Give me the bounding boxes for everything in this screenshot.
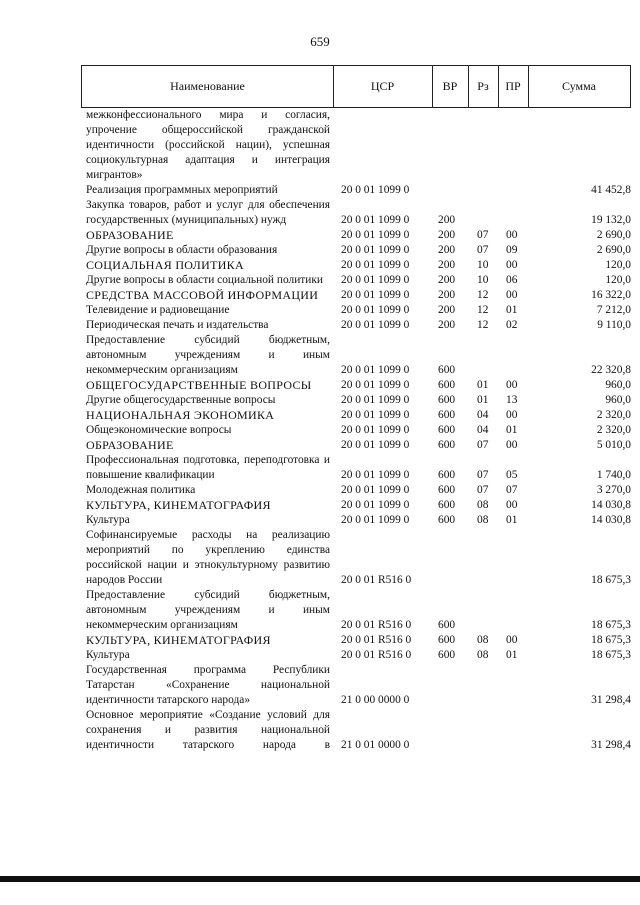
table-row <box>86 483 631 498</box>
row-name: Другие вопросы в области социальной политики <box>86 274 323 286</box>
row-vr: 200 <box>438 274 456 286</box>
row-name: Общеэкономические вопросы <box>86 424 232 436</box>
row-name: Другие вопросы в области образования <box>86 244 278 256</box>
row-sum: 18 675,3 <box>591 574 631 586</box>
row-sum: 7 212,0 <box>596 304 631 316</box>
row-vr: 200 <box>438 229 456 241</box>
row-sum: 16 322,0 <box>591 289 631 301</box>
row-pr: 00 <box>506 634 518 646</box>
row-sum: 31 298,4 <box>591 739 631 751</box>
table-row <box>86 198 631 228</box>
header-name: Наименование <box>82 66 334 107</box>
header-vr: ВР <box>432 66 469 107</box>
row-csr: 20 0 01 1099 0 <box>341 259 410 271</box>
row-name: ОБЩЕГОСУДАРСТВЕННЫЕ ВОПРОСЫ <box>86 378 312 392</box>
row-sum: 19 132,0 <box>591 214 631 226</box>
row-name: ОБРАЗОВАНИЕ <box>86 438 174 452</box>
row-vr: 200 <box>438 214 456 226</box>
table-row <box>86 528 631 588</box>
table-row <box>86 243 631 258</box>
row-csr: 20 0 01 1099 0 <box>341 379 410 391</box>
row-sum: 18 675,3 <box>591 634 631 646</box>
table-row <box>86 513 631 528</box>
row-csr: 20 0 01 1099 0 <box>341 274 410 286</box>
table-row <box>86 108 631 183</box>
row-rz: 07 <box>477 229 489 241</box>
row-name: Периодическая печать и издательства <box>86 319 269 331</box>
row-pr: 00 <box>506 499 518 511</box>
row-pr: 07 <box>506 484 518 496</box>
row-name: Предоставление субсидий бюджетным, автономным учреждениям и иным некоммерческим организациям <box>86 589 330 631</box>
table-row <box>86 663 631 708</box>
table-row <box>86 318 631 333</box>
row-name: КУЛЬТУРА, КИНЕМАТОГРАФИЯ <box>86 498 271 512</box>
row-sum: 3 270,0 <box>596 484 631 496</box>
page-number: 659 <box>310 34 330 49</box>
row-vr: 600 <box>438 484 456 496</box>
row-pr: 01 <box>506 649 518 661</box>
row-vr: 600 <box>438 424 456 436</box>
table-row <box>86 303 631 318</box>
table-row <box>86 498 631 513</box>
row-sum: 2 690,0 <box>596 229 631 241</box>
row-sum: 2 320,0 <box>596 424 631 436</box>
table-row <box>86 633 631 648</box>
row-rz: 04 <box>477 409 489 421</box>
row-rz: 12 <box>477 319 489 331</box>
row-csr: 20 0 01 1099 0 <box>341 394 410 406</box>
row-csr: 20 0 01 1099 0 <box>341 424 410 436</box>
row-sum: 14 030,8 <box>591 514 631 526</box>
row-name: Молодежная политика <box>86 484 196 496</box>
row-pr: 01 <box>506 424 518 436</box>
row-name: Культура <box>86 514 130 526</box>
row-csr: 20 0 01 1099 0 <box>341 184 410 196</box>
row-vr: 600 <box>438 634 456 646</box>
row-sum: 2 690,0 <box>596 244 631 256</box>
row-rz: 07 <box>477 484 489 496</box>
row-vr: 600 <box>438 499 456 511</box>
row-rz: 07 <box>477 244 489 256</box>
table-body <box>86 108 631 753</box>
row-name: Профессиональная подготовка, переподготовка и повышение квалификации <box>86 454 330 481</box>
row-pr: 05 <box>506 469 518 481</box>
row-rz: 12 <box>477 304 489 316</box>
row-vr: 600 <box>438 514 456 526</box>
row-name: Реализация программных мероприятий <box>86 184 278 196</box>
table-row <box>86 423 631 438</box>
row-name: Софинансируемые расходы на реализацию мероприятий по укреплению единства российской нации и этнокультурному развитию народов России <box>86 529 330 586</box>
row-vr: 600 <box>438 619 456 631</box>
row-name: Телевидение и радиовещание <box>86 304 230 316</box>
table-row <box>86 408 631 423</box>
row-rz: 07 <box>477 469 489 481</box>
row-name: ОБРАЗОВАНИЕ <box>86 228 174 242</box>
header-csr: ЦСР <box>333 66 433 107</box>
row-vr: 200 <box>438 319 456 331</box>
row-csr: 20 0 01 1099 0 <box>341 304 410 316</box>
row-csr: 20 0 01 R516 0 <box>341 649 412 661</box>
table-row <box>86 453 631 483</box>
row-pr: 02 <box>506 319 518 331</box>
row-rz: 04 <box>477 424 489 436</box>
row-csr: 20 0 01 1099 0 <box>341 499 410 511</box>
table-header <box>81 65 631 108</box>
row-rz: 08 <box>477 514 489 526</box>
row-csr: 20 0 01 1099 0 <box>341 484 410 496</box>
row-csr: 20 0 01 1099 0 <box>341 229 410 241</box>
row-rz: 12 <box>477 289 489 301</box>
row-vr: 600 <box>438 409 456 421</box>
row-name: межконфессионального мира и согласия, упрочение общероссийской гражданской идентичности (российской нации), успешная социокультурная адаптация и интеграция мигрантов» <box>86 109 330 181</box>
row-sum: 14 030,8 <box>591 499 631 511</box>
row-name: КУЛЬТУРА, КИНЕМАТОГРАФИЯ <box>86 633 271 647</box>
row-vr: 600 <box>438 469 456 481</box>
row-sum: 960,0 <box>605 379 631 391</box>
row-pr: 01 <box>506 514 518 526</box>
table-row <box>86 438 631 453</box>
row-sum: 120,0 <box>605 259 631 271</box>
table-row <box>86 588 631 633</box>
row-pr: 00 <box>506 409 518 421</box>
row-sum: 5 010,0 <box>596 439 631 451</box>
row-vr: 600 <box>438 394 456 406</box>
row-csr: 20 0 01 R516 0 <box>341 619 412 631</box>
table-row <box>86 228 631 243</box>
row-sum: 120,0 <box>605 274 631 286</box>
row-name: Основное мероприятие «Создание условий для сохранения и развития национальной идентичности татарского народа в <box>86 709 330 751</box>
row-pr: 00 <box>506 229 518 241</box>
row-csr: 20 0 01 1099 0 <box>341 469 410 481</box>
row-name: Предоставление субсидий бюджетным, автономным учреждениям и иным некоммерческим организациям <box>86 334 330 376</box>
row-csr: 20 0 01 R516 0 <box>341 574 412 586</box>
row-rz: 10 <box>477 274 489 286</box>
row-pr: 00 <box>506 379 518 391</box>
row-csr: 20 0 01 1099 0 <box>341 244 410 256</box>
row-rz: 08 <box>477 649 489 661</box>
row-sum: 18 675,3 <box>591 649 631 661</box>
row-csr: 20 0 01 1099 0 <box>341 289 410 301</box>
row-rz: 10 <box>477 259 489 271</box>
row-pr: 01 <box>506 304 518 316</box>
row-rz: 01 <box>477 379 489 391</box>
row-name: Культура <box>86 649 130 661</box>
header-pr: ПР <box>498 66 529 107</box>
row-csr: 20 0 01 R516 0 <box>341 634 412 646</box>
header-rz: Рз <box>468 66 499 107</box>
row-vr: 600 <box>438 649 456 661</box>
row-sum: 18 675,3 <box>591 619 631 631</box>
row-pr: 00 <box>506 289 518 301</box>
row-pr: 09 <box>506 244 518 256</box>
table-row <box>86 183 631 198</box>
bottom-rule <box>0 876 640 882</box>
row-rz: 07 <box>477 439 489 451</box>
row-rz: 01 <box>477 394 489 406</box>
table-row <box>86 708 631 753</box>
table-row <box>86 273 631 288</box>
row-sum: 41 452,8 <box>591 184 631 196</box>
row-csr: 20 0 01 1099 0 <box>341 319 410 331</box>
row-sum: 9 110,0 <box>597 319 631 331</box>
row-name: НАЦИОНАЛЬНАЯ ЭКОНОМИКА <box>86 408 275 422</box>
row-pr: 00 <box>506 439 518 451</box>
row-vr: 200 <box>438 289 456 301</box>
header-sum: Сумма <box>562 79 596 93</box>
table-row <box>86 333 631 378</box>
row-sum: 31 298,4 <box>591 694 631 706</box>
row-pr: 00 <box>506 259 518 271</box>
row-sum: 1 740,0 <box>596 469 631 481</box>
row-csr: 21 0 01 0000 0 <box>341 739 410 751</box>
row-pr: 06 <box>506 274 518 286</box>
row-csr: 20 0 01 1099 0 <box>341 514 410 526</box>
row-vr: 600 <box>438 364 456 376</box>
row-sum: 2 320,0 <box>596 409 631 421</box>
row-name: СРЕДСТВА МАССОВОЙ ИНФОРМАЦИИ <box>86 288 319 302</box>
row-name: СОЦИАЛЬНАЯ ПОЛИТИКА <box>86 258 244 272</box>
row-vr: 200 <box>438 259 456 271</box>
row-rz: 08 <box>477 634 489 646</box>
table-row <box>86 393 631 408</box>
row-vr: 200 <box>438 244 456 256</box>
row-csr: 21 0 00 0000 0 <box>341 694 410 706</box>
row-csr: 20 0 01 1099 0 <box>341 364 410 376</box>
table-row <box>86 288 631 303</box>
table-row <box>86 378 631 393</box>
row-sum: 22 320,8 <box>591 364 631 376</box>
row-vr: 600 <box>438 379 456 391</box>
row-name: Другие общегосударственные вопросы <box>86 394 276 406</box>
row-vr: 200 <box>438 304 456 316</box>
row-csr: 20 0 01 1099 0 <box>341 214 410 226</box>
row-sum: 960,0 <box>605 394 631 406</box>
row-vr: 600 <box>438 439 456 451</box>
table-row <box>86 648 631 663</box>
row-csr: 20 0 01 1099 0 <box>341 409 410 421</box>
row-rz: 08 <box>477 499 489 511</box>
row-pr: 13 <box>506 394 518 406</box>
row-name: Закупка товаров, работ и услуг для обеспечения государственных (муниципальных) нужд <box>86 199 330 226</box>
table-row <box>86 258 631 273</box>
row-name: Государственная программа Республики Татарстан «Сохранение национальной идентичности татарского народа» <box>86 664 330 706</box>
row-csr: 20 0 01 1099 0 <box>341 439 410 451</box>
